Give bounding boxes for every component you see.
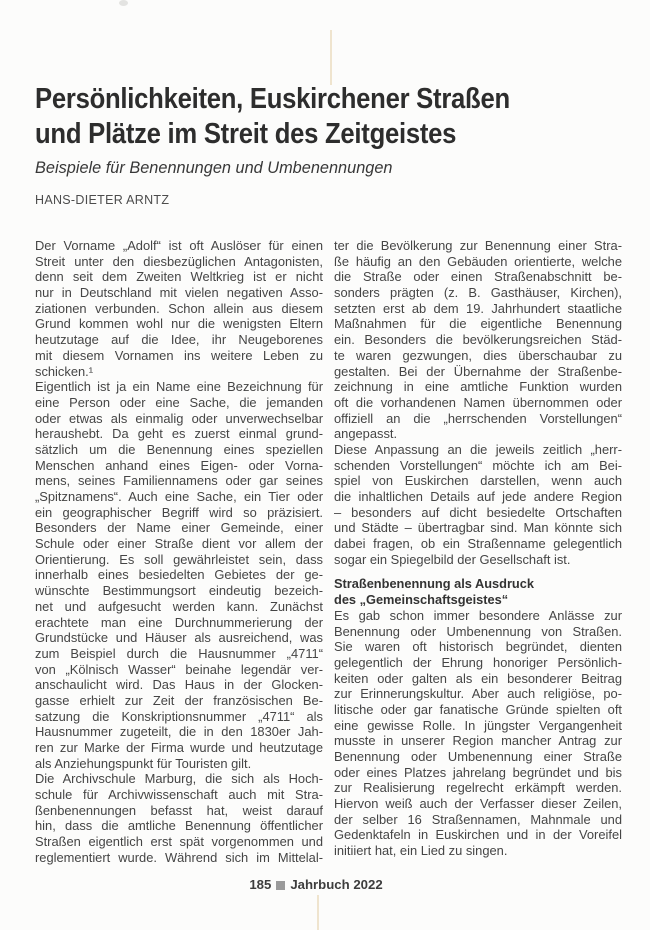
- text-line: Die Archivschule Marburg, die sich als Hoch-: [35, 771, 323, 787]
- article-title-line-1: Persönlichkeiten, Euskirchener Straßen: [35, 83, 510, 115]
- text-line: schenden Vorstellungen“ möchte ich am Bei-: [334, 457, 622, 473]
- text-line: zur Realisierung regelrecht erkämpft werden.: [334, 780, 622, 796]
- text-line: ren zur Marke der Firma wurde und heutzutage: [35, 740, 323, 755]
- text-line: gestalten. Bei der Übernahme der Straßenbe-: [334, 363, 622, 379]
- text-line: Grundstücke und Häuser als ausreichend, was: [35, 630, 323, 646]
- text-line: Es gab schon immer besondere Anlässe zur: [334, 607, 622, 623]
- text-line: angepasst.: [334, 426, 398, 442]
- text-line: Eigentlich ist ja ein Name eine Bezeichnung für: [35, 379, 323, 395]
- text-line: te waren gezwungen, dies überschaubar zu: [334, 347, 622, 363]
- text-line: Benennung oder Umbenennung einer Straße: [334, 749, 622, 764]
- text-line: Menschen anhand eines Eigen- oder Vorna-: [35, 457, 323, 473]
- paragraph: [35, 771, 323, 865]
- text-line: heraushebt. Da geht es zuerst einmal grund-: [35, 426, 323, 442]
- text-line: Hiervon weiß auch der Verfasser dieser Zeilen,: [334, 796, 622, 812]
- article-title-line-2: und Plätze im Streit des Zeitgeistes: [35, 118, 457, 150]
- text-line: dabei fragen, ob ein Straßenname gelegentlich: [334, 536, 622, 552]
- text-line: Maßnahmen für die eigentliche Benennung: [334, 316, 622, 332]
- text-line: Sie waren oft historisch begründet, dienten: [334, 639, 622, 655]
- text-line: zeichnung in eine amtliche Funktion wurden: [334, 379, 622, 395]
- text-line: Straßenbenennung als Ausdruck: [334, 576, 534, 592]
- scan-crease-bottom: [317, 895, 319, 930]
- article-subtitle: Beispiele für Benennungen und Umbenennungen: [35, 158, 393, 177]
- paragraph: [334, 238, 622, 442]
- text-line: Streit unter den diesbezüglichen Antagonisten,: [35, 253, 323, 269]
- text-line: mens, seines Familiennamens oder gar seines: [35, 473, 323, 489]
- text-line: ße häufig an den Gebäuden orientierte, welche: [334, 253, 622, 269]
- text-line: Schule oder einer Straße dient vor allem der: [35, 536, 323, 552]
- text-line: litische oder gar fanatische Gründe spielten oft: [334, 701, 622, 717]
- text-line: – besonders auf dicht besiedelte Ortschaften: [334, 504, 622, 520]
- text-line: hin, dass die amtliche Benennung öffentlicher: [35, 818, 323, 834]
- text-line: schicken.¹: [35, 363, 94, 379]
- text-line: reglementiert wurde. Während sich im Mittelal-: [35, 849, 323, 865]
- text-line: oder eines Platzes jahrelang begründet und bis: [334, 764, 622, 780]
- text-line: nur in Deutschland mit vielen negativen Asso-: [35, 285, 323, 301]
- text-line: „Spitznamens“. Auch eine Sache, ein Tier oder: [35, 489, 323, 504]
- left-column: [35, 238, 323, 866]
- text-line: schule für Archivwissenschaft auch mit Stra-: [35, 787, 323, 803]
- text-line: Diese Anpassung an die jeweils zeitlich „herr-: [334, 441, 622, 457]
- text-line: erachtete man eine Durchnummerierung der: [35, 614, 323, 630]
- paragraph: [35, 238, 323, 379]
- scan-crease-top: [330, 30, 332, 85]
- page-number: 185: [249, 877, 272, 892]
- text-line: als Anziehungspunkt für Touristen gilt.: [35, 755, 252, 771]
- text-line: innerhalb eines besiedelten Gebietes der ge-: [35, 567, 323, 583]
- text-line: offiziell an die „herrschenden Vorstellungen“: [334, 410, 622, 426]
- text-line: musste in unserer Region mancher Antrag zur: [334, 733, 622, 749]
- text-line: des „Gemeinschaftsgeistes“: [334, 592, 509, 608]
- text-line: eine gewisse Rolle. In jüngster Vergangenheit: [334, 717, 622, 733]
- text-line: sonders prägten (z. B. Gasthäuser, Kirchen),: [334, 285, 622, 301]
- scan-smudge: [119, 0, 128, 6]
- text-line: Orientierung. Es soll gewährleistet sein, dass: [35, 551, 323, 567]
- text-line: anschaulicht wird. Das Haus in der Glocken-: [35, 677, 323, 693]
- text-line: der selber 16 Straßennamen, Mahnmale und: [334, 811, 622, 827]
- text-line: ßenbenennungen befasst hat, weist darauf: [35, 802, 323, 818]
- text-line: denn seit dem Zweiten Weltkrieg ist er nicht: [35, 269, 323, 285]
- text-line: oft die vorhandenen Namen übernommen oder: [334, 394, 622, 410]
- text-line: gelegentlich der Ehrung honoriger Persönlich-: [334, 654, 622, 670]
- text-line: Der Vorname „Adolf“ ist oft Auslöser für einen: [35, 238, 323, 253]
- text-line: spiel von Euskirchen darstellen, wenn auch: [334, 473, 622, 489]
- section-heading: [334, 576, 622, 607]
- text-line: keiten oder galten als ein besonderer Beitrag: [334, 670, 622, 686]
- text-line: Gedenktafeln in Euskirchen und in der Voreifel: [334, 827, 622, 843]
- text-line: Straßen eigentlich erst spät vorgenommen und: [35, 834, 323, 850]
- text-line: eine Person oder eine Sache, die jemanden: [35, 394, 323, 410]
- journal-name: Jahrbuch 2022: [290, 877, 383, 892]
- text-line: ziationen verbunden. Schon allein aus diesem: [35, 300, 323, 316]
- text-line: satzung die Konskriptionsnummer „4711“ als: [35, 708, 323, 724]
- text-line: Besonders der Name einer Gemeinde, einer: [35, 520, 323, 536]
- paragraph: [35, 379, 323, 771]
- square-bullet-icon: [276, 881, 285, 890]
- text-line: von „Kölnisch Wasser“ beinahe legendär ver-: [35, 661, 323, 677]
- text-line: wünschte Bestimmungsort eindeutig bezeich-: [35, 583, 323, 599]
- text-line: ein geographischer Begriff wird so präzisiert.: [35, 504, 323, 520]
- article-title: [35, 82, 635, 152]
- text-line: heutzutage auf die Idee, ihr Neugeborenes: [35, 332, 323, 348]
- text-line: ter die Bevölkerung zur Benennung einer Stra-: [334, 238, 622, 253]
- text-line: zum Beispiel durch die Hausnummer „4711“: [35, 645, 323, 661]
- right-column: [334, 238, 622, 859]
- paragraph: [334, 608, 622, 859]
- text-line: die Straße oder einen Straßenabschnitt be-: [334, 269, 622, 285]
- text-line: net und aufgesucht werden kann. Zunächst: [35, 598, 323, 614]
- text-line: gasse erhielt zur Zeit der französischen Be-: [35, 692, 323, 708]
- paragraph: [334, 442, 622, 568]
- text-line: Grund kommen wohl nur die wenigsten Eltern: [35, 316, 323, 332]
- text-line: die inhaltlichen Details auf jede andere Region: [334, 489, 622, 504]
- text-line: Benennung oder Umbenennung von Straßen.: [334, 623, 622, 639]
- text-line: ein. Besonders die bevölkerungsreichen Städ-: [334, 332, 622, 348]
- text-line: Hausnummer zugeteilt, die in den 1830er Jah-: [35, 724, 323, 740]
- page-footer: [0, 877, 641, 892]
- text-line: setzten erst ab dem 19. Jahrhundert staatliche: [334, 300, 622, 316]
- text-line: sogar ein Spiegelbild der Gesellschaft ist.: [334, 551, 571, 567]
- text-line: und Städte – übertragbar sind. Man könnte sich: [334, 520, 622, 536]
- text-line: sätzlich um die Benennung eines speziellen: [35, 441, 323, 457]
- text-line: zur Erinnerungskultur. Aber auch religiöse, po-: [334, 686, 622, 702]
- text-line: mit diesem Vornamen ins weitere Leben zu: [35, 347, 323, 363]
- text-line: oder etwas als einmalig oder unverwechselbar: [35, 410, 323, 426]
- author-name: HANS-DIETER ARNTZ: [35, 193, 170, 207]
- text-line: initiiert hat, ein Lied zu singen.: [334, 843, 508, 859]
